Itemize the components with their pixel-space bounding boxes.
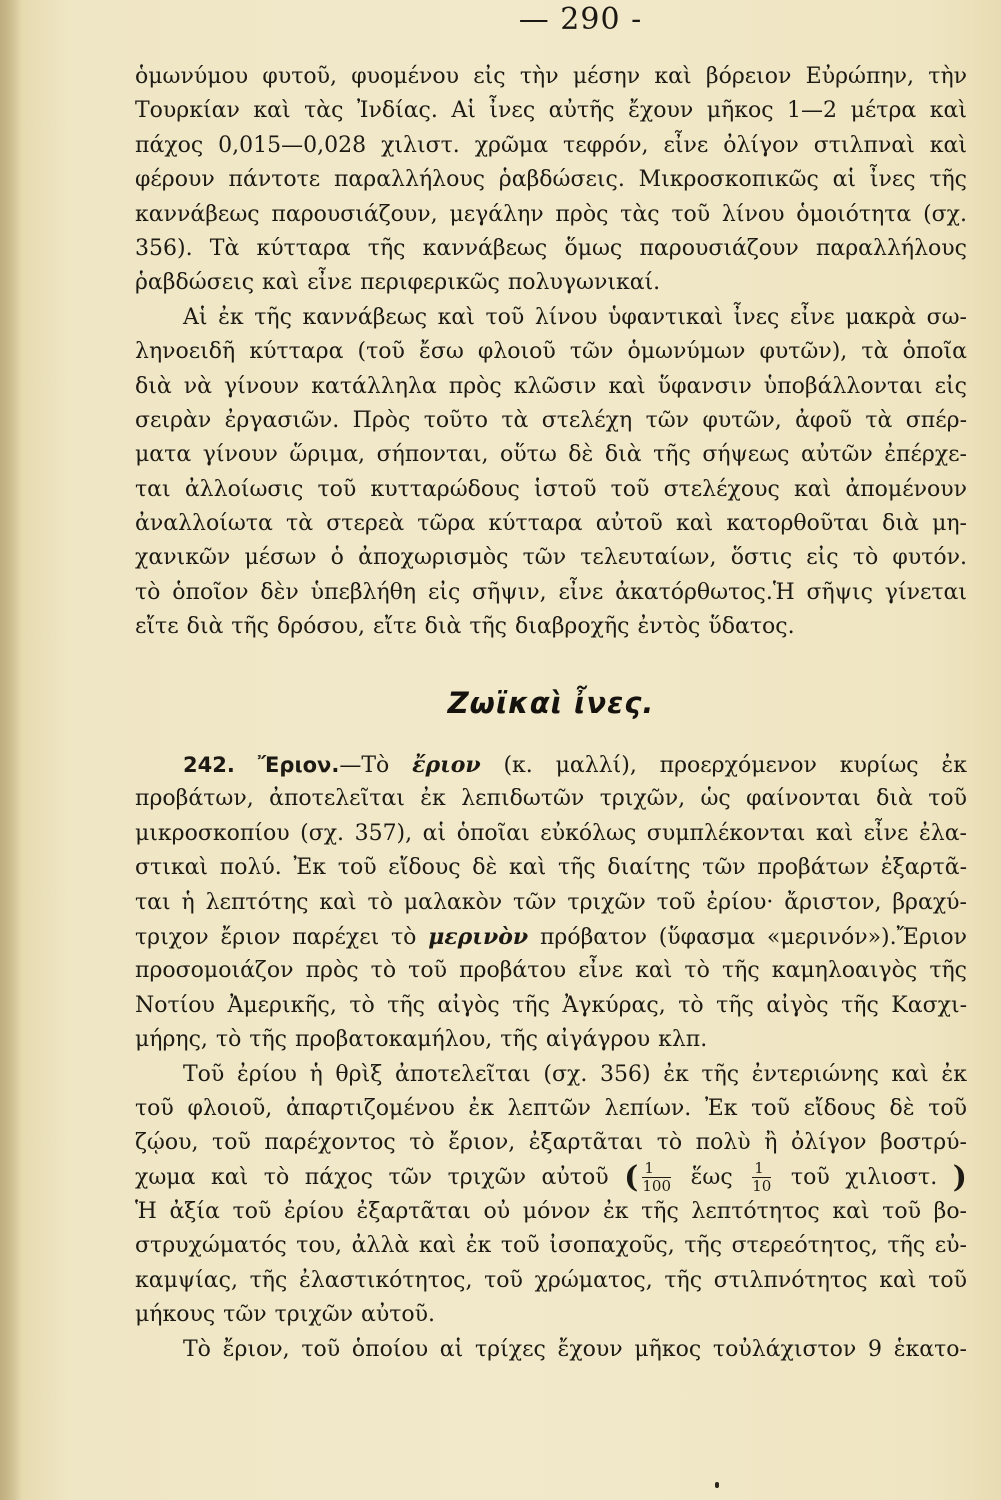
wool-text-block	[135, 748, 967, 1367]
text-line: Ἡ ἀξία τοῦ ἐρίου ἐξαρτᾶται οὐ μόνον ἐκ τῆς λεπτότητος καὶ τοῦ βο-	[135, 1199, 967, 1225]
text-line: ὁμωνύμου φυτοῦ, φυομένου εἰς τὴν μέσην καὶ βόρειον Εὐρώπην, τὴν	[135, 64, 967, 89]
text-line: μήκους τῶν τριχῶν αὐτοῦ.	[135, 1302, 436, 1328]
text-line: ληνοειδῆ κύτταρα (τοῦ ἔσω φλοιοῦ τῶν ὁμωνύμων φυτῶν), τὰ ὁποῖα	[135, 339, 967, 365]
text-fragment: χωμα καὶ τὸ πάχος τῶν τριχῶν αὐτοῦ	[135, 1164, 609, 1190]
text-line: καννάβεως παρουσιάζουν, μεγάλην πρὸς τὰς τοῦ λίνου ὁμοιότητα (σχ.	[135, 201, 967, 227]
text-line: ται ἀλλοίωσις τοῦ κυτταρώδους ἱστοῦ τοῦ στελέχους καὶ ἀπομένουν	[135, 476, 967, 502]
fraction-numerator: 1	[752, 1161, 771, 1178]
close-parenthesis: )	[952, 1160, 967, 1195]
text-line: Αἱ ἐκ τῆς καννάβεως καὶ τοῦ λίνου ὑφαντικαὶ ἶνες εἶνε μακρὰ σω-	[183, 304, 967, 330]
text-line: 356). Τὰ κύτταρα τῆς καννάβεως ὅμως παρουσιάζουν παραλλήλους	[135, 235, 967, 261]
fraction-line	[135, 1161, 967, 1195]
fraction-one-tenth	[752, 1161, 771, 1194]
text-line: τοῦ φλοιοῦ, ἀπαρτιζομένου ἐκ λεπτῶν λεπίων. Ἐκ τοῦ εἴδους δὲ τοῦ	[135, 1095, 967, 1121]
text-fragment: τοῦ χιλιοστ.	[790, 1164, 938, 1190]
text-fragment: πρόβατον (ὕφασμα «μερινόν»).Ἔριον	[528, 924, 967, 950]
text-line: στικαὶ πολύ. Ἐκ τοῦ εἴδους δὲ καὶ τῆς διαίτης τῶν προβάτων ἐξαρτᾶ-	[135, 855, 967, 881]
text-line: εἴτε διὰ τῆς δρόσου, εἴτε διὰ τῆς διαβροχῆς ἐντὸς ὕδατος.	[135, 614, 795, 640]
ink-speck	[715, 1482, 719, 1488]
text-line: στρυχώματός του, ἀλλὰ καὶ ἐκ τοῦ ἰσοπαχοῦς, τῆς στερεότητος, τῆς εὐ-	[135, 1233, 967, 1259]
emphasized-term: μερινὸν	[428, 923, 529, 950]
fraction-numerator: 1	[642, 1161, 671, 1178]
text-line	[135, 920, 967, 954]
text-line: ἀναλλοίωτα τὰ στερεὰ τῶρα κύτταρα αὐτοῦ καὶ κατορθοῦται διὰ μη-	[135, 511, 967, 537]
text-line: ῥαβδώσεις καὶ εἶνε περιφερικῶς πολυγωνικαί.	[135, 270, 661, 296]
text-line: φέρουν πάντοτε παραλλήλους ῥαβδώσεις. Μικροσκοπικῶς αἱ ἶνες τῆς	[135, 167, 967, 193]
text-fragment: ἕως	[690, 1164, 733, 1190]
text-line: Νοτίου Ἀμερικῆς, τὸ τῆς αἰγὸς τῆς Ἀγκύρας, τὸ τῆς αἰγὸς τῆς Κασχι-	[135, 992, 967, 1018]
text-line: ματα γίνουν ὥριμα, σήπονται, οὕτω δὲ διὰ τῆς σήψεως αὐτῶν ἐπέρχε-	[135, 442, 967, 468]
text-line: τὸ ὁποῖον δὲν ὑπεβλήθη εἰς σῆψιν, εἶνε ἀκατόρθωτος.Ἡ σῆψις γίνεται	[135, 579, 967, 605]
text-line: προσομοιάζον πρὸς τὸ τοῦ προβάτου εἶνε καὶ τὸ τῆς καμηλοαιγὸς τῆς	[135, 958, 967, 984]
text-line: Τὸ ἔριον, τοῦ ὁποίου αἱ τρίχες ἔχουν μῆκος τοὐλάχιστον 9 ἑκατο-	[183, 1336, 967, 1362]
text-line: σειρὰν ἐργασιῶν. Πρὸς τοῦτο τὰ στελέχη τῶν φυτῶν, ἀφοῦ τὰ σπέρ-	[135, 407, 967, 433]
text-fragment: (κ. μαλλί), προερχόμενον κυρίως ἐκ	[480, 753, 967, 778]
open-parenthesis: (	[624, 1160, 639, 1195]
paragraph-number-heading: 242. Ἔριον.	[183, 753, 340, 777]
text-line: προβάτων, ἀποτελεῖται ἐκ λεπιδωτῶν τριχῶν, ὡς φαίνονται διὰ τοῦ	[135, 786, 967, 812]
text-line: ζῴου, τοῦ παρέχοντος τὸ ἔριον, ἐξαρτᾶται τὸ πολὺ ἢ ὀλίγον βοστρύ-	[135, 1130, 967, 1156]
paragraph-242-first-line	[135, 748, 967, 782]
spine-shadow	[0, 0, 22, 1500]
text-line: διὰ νὰ γίνουν κατάλληλα πρὸς κλῶσιν καὶ ὕφανσιν ὑποβάλλονται εἰς	[135, 373, 967, 399]
text-line: Τουρκίαν καὶ τὰς Ἰνδίας. Αἱ ἶνες αὐτῆς ἔχουν μῆκος 1—2 μέτρα καὶ	[135, 98, 967, 124]
text-line: χανικῶν μέσων ὁ ἀποχωρισμὸς τῶν τελευταίων, ὅστις εἰς τὸ φυτόν.	[135, 545, 967, 571]
section-heading: Ζωϊκαὶ ἶνες.	[447, 686, 655, 720]
fraction-denominator: 100	[642, 1177, 671, 1196]
text-line: μικροσκοπίου (σχ. 357), αἱ ὁποῖαι εὐκόλως συμπλέκονται καὶ εἶνε ἐλα-	[135, 820, 967, 846]
text-line: καμψίας, τῆς ἐλαστικότητος, τοῦ χρώματος, τῆς στιλπνότητος καὶ τοῦ	[135, 1267, 967, 1293]
text-line: ται ἡ λεπτότης καὶ τὸ μαλακὸν τῶν τριχῶν τοῦ ἐρίου· ἄριστον, βραχύ-	[135, 889, 967, 915]
fraction-denominator: 10	[752, 1177, 772, 1196]
text-line: μήρης, τὸ τῆς προβατοκαμήλου, τῆς αἰγάγρου κλπ.	[135, 1027, 708, 1053]
text-line: πάχος 0,015—0,028 χιλιστ. χρῶμα τεφρόν, εἶνε ὀλίγον στιλπναὶ καὶ	[135, 132, 967, 158]
top-text-block	[135, 60, 967, 645]
emphasized-term: ἔριον	[412, 752, 481, 778]
fraction-one-hundredth	[642, 1161, 671, 1194]
page-number: — 290 -	[518, 2, 643, 37]
text-fragment: —Τὸ	[339, 753, 413, 778]
text-line: Τοῦ ἐρίου ἡ θρὶξ ἀποτελεῖται (σχ. 356) ἐκ τῆς ἐντεριώνης καὶ ἐκ	[183, 1061, 967, 1087]
text-fragment: τριχον ἔριον παρέχει τὸ	[135, 924, 429, 950]
